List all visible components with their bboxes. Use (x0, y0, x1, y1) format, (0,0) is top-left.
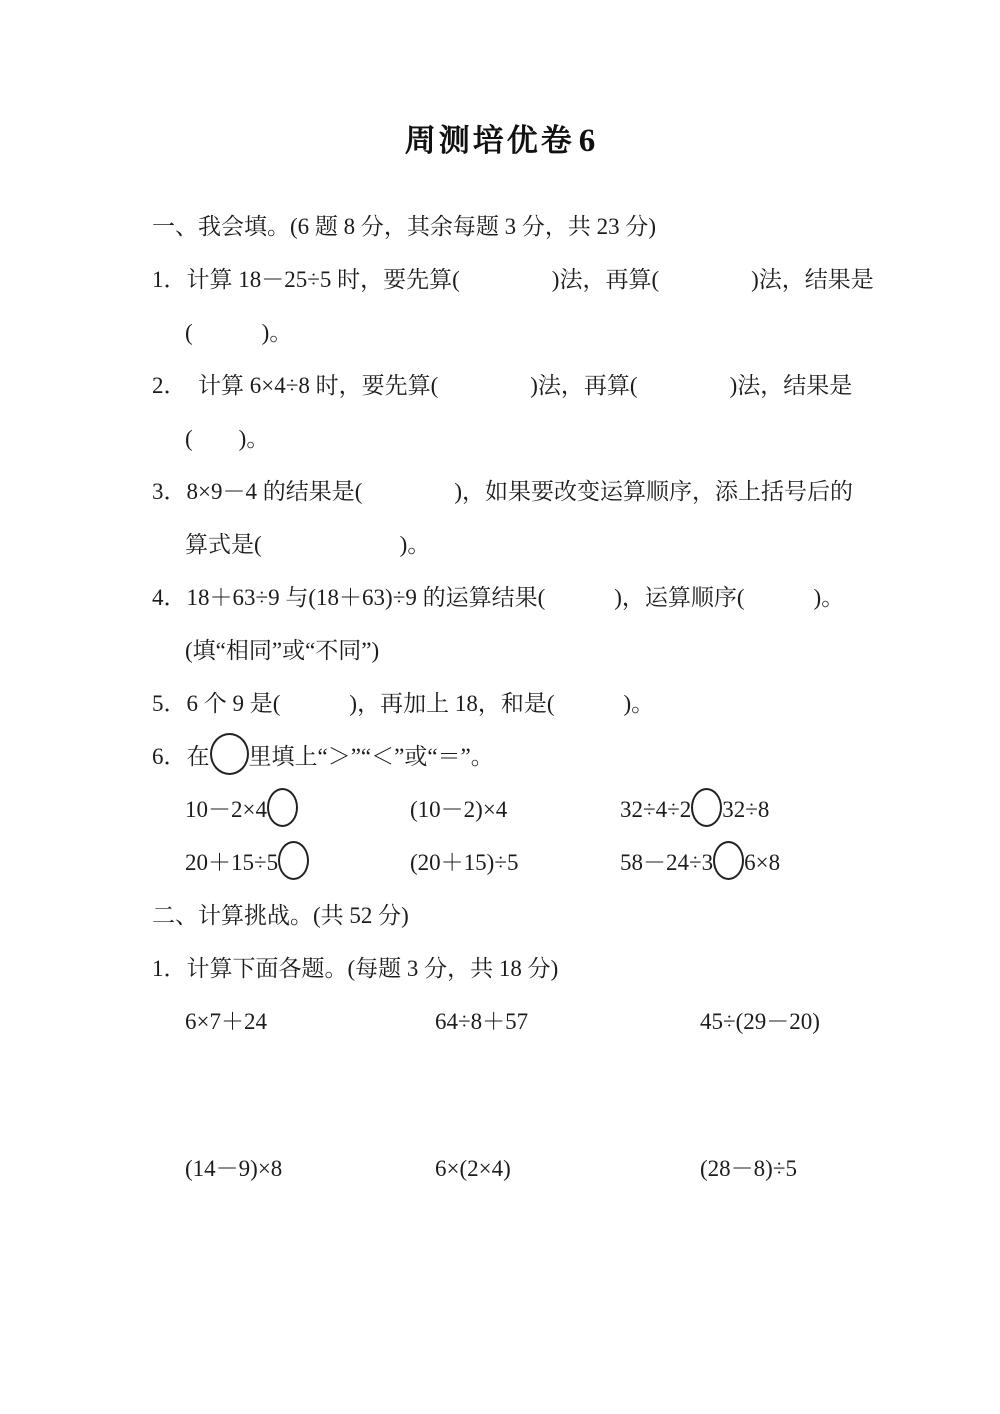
blank-circle-icon (210, 733, 249, 775)
blank-circle-icon (278, 841, 309, 880)
comparison-row-2 (152, 836, 932, 889)
calc-row-2 (152, 1142, 932, 1195)
section1-q6-prefix: 6．在 (152, 744, 210, 769)
comparison-4-left-expression: 58－24÷3 (620, 850, 714, 875)
calc-row-1 (152, 995, 932, 1048)
calc-expression: 64÷8＋57 (435, 1009, 529, 1034)
comparison-2 (620, 783, 769, 836)
section1-q3-line2: 算式是( )。 (185, 532, 431, 557)
calc-expression: (28－8)÷5 (700, 1156, 797, 1181)
section1-heading: 一、我会填。(6 题 8 分，其余每题 3 分，共 23 分) (152, 214, 657, 239)
section2-heading: 二、计算挑战。(共 52 分) (152, 903, 409, 928)
section1-q1-line1: 1．计算 18－25÷5 时，要先算( )法，再算( )法，结果是 (152, 267, 874, 292)
calc-expression: 45÷(29－20) (700, 1009, 820, 1034)
blank-circle-icon (691, 788, 722, 827)
page-title (0, 0, 1000, 162)
blank-circle-icon (267, 788, 298, 827)
comparison-3-left-expression: 20＋15÷5 (185, 850, 279, 875)
page-title-text: 周测培优卷 (404, 123, 575, 158)
section2-q1-heading: 1．计算下面各题。(每题 3 分，共 18 分) (152, 956, 559, 981)
worksheet-content (152, 200, 932, 1195)
comparison-3-right-expression: (20＋15)÷5 (410, 850, 519, 875)
comparison-4 (620, 836, 780, 889)
section1-q4-line1: 4．18＋63÷9 与(18＋63)÷9 的运算结果( )，运算顺序( )。 (152, 585, 845, 610)
comparison-2-right-expression: 32÷8 (722, 797, 770, 822)
comparison-1-left-expression: 10－2×4 (185, 797, 267, 822)
calc-expression: 6×(2×4) (435, 1156, 511, 1181)
section1-q1-line2: ( )。 (185, 320, 293, 345)
section1-q6-suffix: 里填上“＞”“＜”或“＝”。 (248, 744, 494, 769)
section1-q2-line2: ( )。 (185, 426, 270, 451)
section1-q5-line: 5．6 个 9 是( )，再加上 18，和是( )。 (152, 691, 655, 716)
comparison-1-left-side (185, 783, 410, 836)
comparison-1-right-expression: (10－2)×4 (410, 797, 508, 822)
calc-expression: (14－9)×8 (185, 1156, 283, 1181)
comparison-4-right-expression: 6×8 (744, 850, 781, 875)
comparison-row-1 (152, 783, 932, 836)
page-title-number: 6 (578, 123, 596, 159)
section1-q6-line (152, 730, 932, 783)
section1-q3-line1: 3．8×9－4 的结果是( )，如果要改变运算顺序，添上括号后的 (152, 479, 854, 504)
blank-circle-icon (713, 841, 744, 880)
section1-q4-line2: (填“相同”或“不同”) (185, 638, 380, 663)
comparison-2-left-expression: 32÷4÷2 (620, 797, 692, 822)
section1-q2-line1: 2． 计算 6×4÷8 时，要先算( )法，再算( )法，结果是 (152, 373, 853, 398)
calc-expression: 6×7＋24 (185, 1009, 267, 1034)
comparison-3-left-side (185, 836, 410, 889)
